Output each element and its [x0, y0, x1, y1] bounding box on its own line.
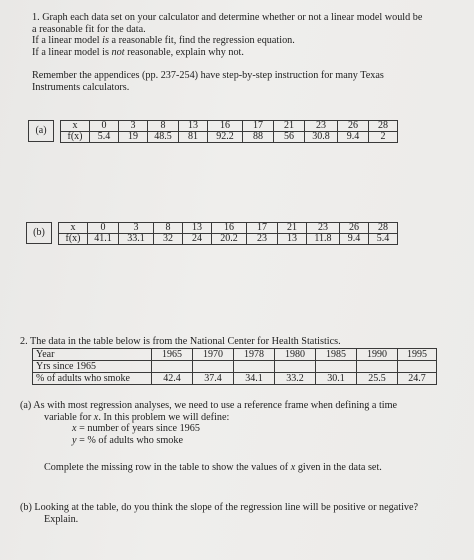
table-b-cell: 33.1: [119, 234, 154, 245]
table-b-cell: 21: [278, 223, 307, 234]
table-b-cell: 11.8: [307, 234, 340, 245]
table-b-fx-header: f(x): [59, 234, 88, 245]
def-y-line: [20, 435, 397, 447]
table-cell: 37.4: [193, 373, 234, 385]
q2-complete-instruction: [44, 462, 382, 474]
table-cell: 1970: [193, 349, 234, 361]
q1-if-linear-pre: If a linear model: [32, 35, 103, 47]
table-a: [60, 120, 398, 143]
table-cell-empty[interactable]: [234, 361, 275, 373]
table-cell: 1980: [275, 349, 316, 361]
table-b-cell: 20.2: [212, 234, 247, 245]
table-a-cell: 26: [338, 121, 369, 132]
q2-part-a: [20, 400, 397, 446]
table-a-cell: 23: [305, 121, 338, 132]
complete-line: [44, 462, 382, 474]
table-a-cell: 30.8: [305, 132, 338, 143]
table-a-cell: 16: [208, 121, 243, 132]
table-b-cell: 26: [340, 223, 369, 234]
q1-if-linear: [32, 35, 422, 47]
part-a-line-1: (a) As with most regression analyses, we need to use a reference frame when defining a time: [20, 400, 398, 411]
q1-line-1: 1. Graph each data set on your calculator and determine whether or not a linear model would be: [32, 12, 423, 23]
table-a-cell: 17: [243, 121, 274, 132]
q1-remember: [32, 70, 384, 93]
smoking-row-year: [33, 349, 437, 361]
question-2-intro: [20, 336, 341, 348]
table-b-cell: 23: [307, 223, 340, 234]
table-cell-empty[interactable]: [193, 361, 234, 373]
table-cell: 25.5: [357, 373, 398, 385]
q1-if-linear-em: is: [102, 35, 109, 47]
remember-line-2: Instruments calculators.: [32, 81, 130, 93]
table-a-cell: 28: [369, 121, 398, 132]
q1-if-linear-post: a reasonable fit, find the regression equation.: [108, 35, 295, 47]
row-header: Year: [33, 349, 152, 361]
table-b-cell: 0: [88, 223, 119, 234]
table-a-fx-header: f(x): [61, 132, 90, 143]
table-cell-empty[interactable]: [398, 361, 437, 373]
complete-post: given in the data set.: [295, 462, 382, 473]
table-a-label: (a): [28, 120, 54, 142]
table-a-cell: 0: [90, 121, 119, 132]
table-cell: 1965: [152, 349, 193, 361]
table-a-cell: 3: [119, 121, 148, 132]
table-a-cell: 5.4: [90, 132, 119, 143]
table-b-cell: 17: [247, 223, 278, 234]
table-a-cell: 81: [179, 132, 208, 143]
table-b-cell: 13: [183, 223, 212, 234]
def-x-line: [20, 423, 397, 435]
q2-intro-text: 2. The data in the table below is from the National Center for Health Statistics.: [20, 336, 341, 347]
table-a-cell: 9.4: [338, 132, 369, 143]
table-a-cell: 2: [369, 132, 398, 143]
def-x-var: x: [72, 423, 77, 435]
table-cell-empty[interactable]: [357, 361, 398, 373]
part-a-var-x: x: [93, 411, 99, 423]
table-cell: 24.7: [398, 373, 437, 385]
table-b-cell: 8: [154, 223, 183, 234]
table-cell: 42.4: [152, 373, 193, 385]
table-b-cell: 13: [278, 234, 307, 245]
table-b-label: (b): [26, 222, 52, 244]
table-b-cell: 32: [154, 234, 183, 245]
table-a-cell: 88: [243, 132, 274, 143]
table-b-cell: 41.1: [88, 234, 119, 245]
table-cell: 1985: [316, 349, 357, 361]
table-a-cell: 19: [119, 132, 148, 143]
def-y-rest: = % of adults who smoke: [76, 434, 184, 446]
q2-part-b: [20, 502, 418, 525]
complete-x: x: [290, 462, 296, 473]
part-a-var-post: . In this problem we will define:: [98, 411, 230, 423]
table-a-x-row: [61, 121, 398, 132]
table-a-x-header: x: [61, 121, 90, 132]
table-b-cell: 23: [247, 234, 278, 245]
table-b-cell: 16: [212, 223, 247, 234]
table-b-cell: 3: [119, 223, 154, 234]
table-b-x-row: [59, 223, 398, 234]
question-1: [32, 12, 422, 58]
table-a-fx-row: [61, 132, 398, 143]
table-a-cell: 8: [148, 121, 179, 132]
table-a-cell: 13: [179, 121, 208, 132]
smoking-row-percent: [33, 373, 437, 385]
remember-line-1: Remember the appendices (pp. 237-254) have step-by-step instruction for many Texas: [32, 70, 384, 81]
table-b: [58, 222, 398, 245]
table-b-cell: 28: [369, 223, 398, 234]
table-cell: 1990: [357, 349, 398, 361]
def-x-rest: = number of years since 1965: [76, 423, 200, 435]
table-b-fx-row: [59, 234, 398, 245]
q1-if-not-post: reasonable, explain why not.: [124, 46, 244, 58]
table-a-cell: 21: [274, 121, 305, 132]
table-b-cell: 9.4: [340, 234, 369, 245]
table-cell: 30.1: [316, 373, 357, 385]
smoking-row-yrs-since: [33, 361, 437, 373]
table-cell-empty[interactable]: [152, 361, 193, 373]
smoking-table: [32, 348, 437, 385]
table-cell-empty[interactable]: [316, 361, 357, 373]
q1-if-not-pre: If a linear model is: [32, 46, 112, 58]
q1-if-not: [32, 47, 422, 59]
part-b-line-1: (b) Looking at the table, do you think the slope of the regression line will be positive or negative?: [20, 502, 419, 513]
complete-pre: Complete the missing row in the table to show the values of: [44, 462, 291, 473]
table-b-cell: 24: [183, 234, 212, 245]
row-header: Yrs since 1965: [33, 361, 152, 373]
part-a-line-2: [20, 412, 397, 424]
table-cell: 1995: [398, 349, 437, 361]
table-a-cell: 48.5: [148, 132, 179, 143]
part-b-line-2: Explain.: [44, 513, 79, 525]
row-header: % of adults who smoke: [33, 373, 152, 385]
table-cell-empty[interactable]: [275, 361, 316, 373]
def-y-var: y: [72, 434, 77, 446]
table-b-x-header: x: [59, 223, 88, 234]
q1-if-not-em: not: [111, 46, 125, 58]
table-cell: 33.2: [275, 373, 316, 385]
table-a-cell: 56: [274, 132, 305, 143]
table-cell: 34.1: [234, 373, 275, 385]
part-a-var-pre: variable for: [44, 411, 94, 423]
table-a-cell: 92.2: [208, 132, 243, 143]
table-b-cell: 5.4: [369, 234, 398, 245]
table-cell: 1978: [234, 349, 275, 361]
q1-line-2: a reasonable fit for the data.: [32, 23, 146, 35]
